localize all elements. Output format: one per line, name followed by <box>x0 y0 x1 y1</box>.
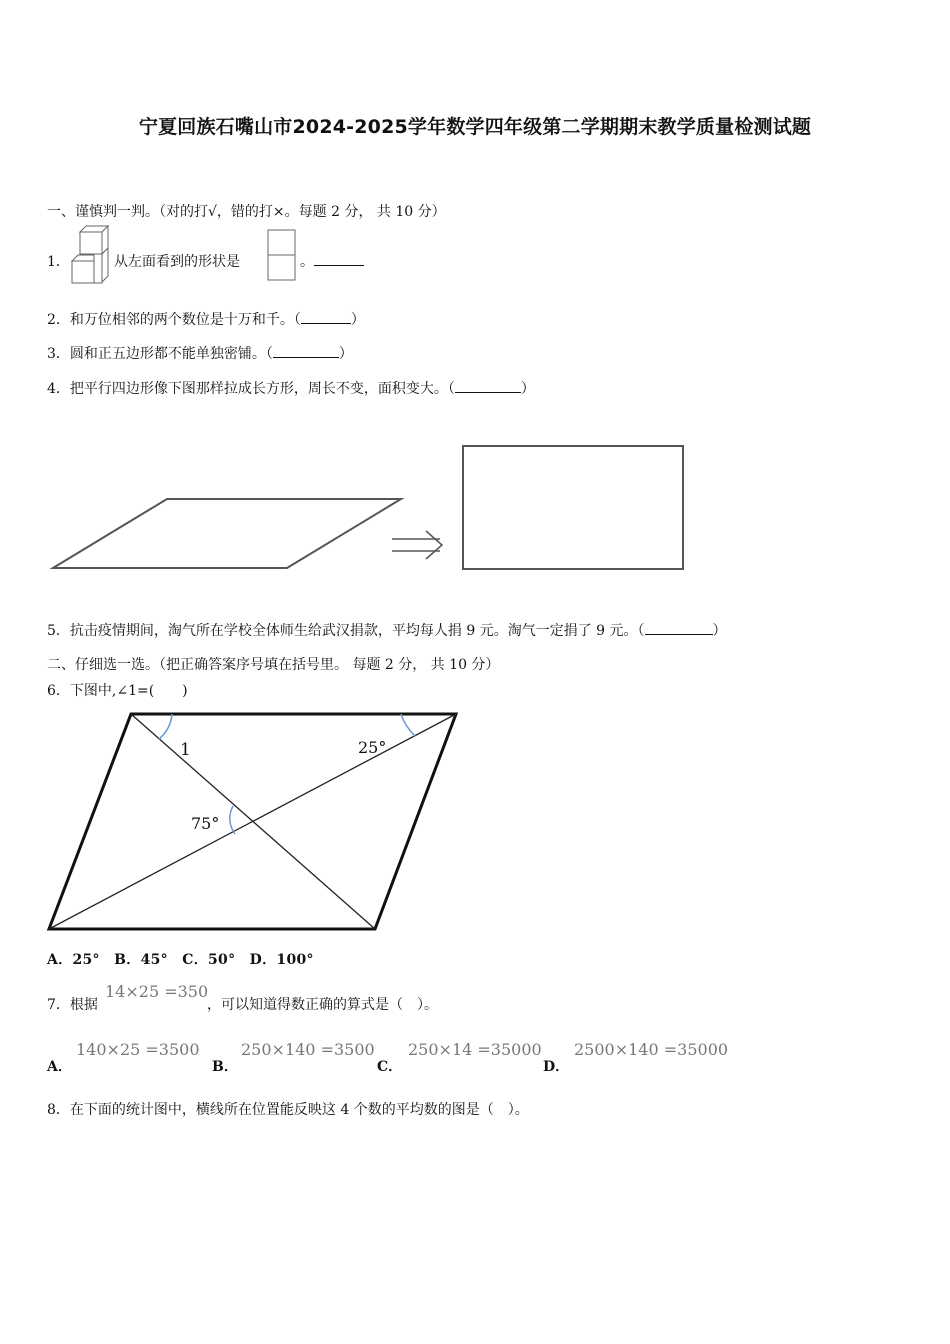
question-6: 6．下图中,∠1=( ) <box>47 683 188 699</box>
answer-blank-1[interactable] <box>314 253 364 266</box>
answer-blank-2[interactable] <box>301 311 351 324</box>
page-title: 宁夏回族石嘴山市2024-2025学年数学四年级第二学期期末教学质量检测试题 <box>138 116 812 138</box>
option-b-letter[interactable]: B． <box>212 1059 238 1075</box>
double-arrow-icon <box>392 531 442 559</box>
parallelogram-angle-figure <box>45 708 465 933</box>
parallelogram-shape <box>53 499 401 568</box>
section-1-heading: 一、谨慎判一判。（对的打√，错的打×。每题 2 分， 共 10 分） <box>47 204 446 220</box>
option-c-expression: 250×14 =35000 <box>408 1040 542 1059</box>
question-4: 4．把平行四边形像下图那样拉成长方形，周长不变，面积变大。（ ） <box>47 381 535 397</box>
question-6-choices: A．25° B．45° C．50° D．100° <box>47 952 314 968</box>
question-1-end: 。 <box>300 253 364 271</box>
angle-25-arc <box>401 714 415 736</box>
angle-75-arc <box>230 806 235 834</box>
angle-75-label: 75° <box>191 814 220 833</box>
angle-1-label: 1 <box>180 740 191 760</box>
question-2: 2．和万位相邻的两个数位是十万和千。（ ） <box>47 312 365 328</box>
option-d-letter[interactable]: D． <box>543 1059 570 1075</box>
left-view-figure <box>266 228 298 283</box>
question-8: 8．在下面的统计图中，横线所在位置能反映这 4 个数的平均数的图是（ ）。 <box>47 1102 529 1118</box>
question-1 <box>47 253 70 271</box>
option-a-expression: 140×25 =3500 <box>76 1040 200 1059</box>
question-5: 5．抗击疫情期间，淘气所在学校全体师生给武汉捐款，平均每人捐 9 元。淘气一定捐了 9 元。（ ） <box>47 623 727 639</box>
parallelogram-to-rectangle-figure <box>40 435 700 580</box>
question-7-label: 7．根据 <box>47 997 98 1013</box>
answer-blank-3[interactable] <box>273 345 339 358</box>
angle-1-arc <box>159 714 172 739</box>
question-1-number: 1． <box>47 254 70 270</box>
question-7-expression: 14×25 =350 <box>105 982 209 1001</box>
diagonal-2 <box>49 714 456 929</box>
cube-stack-figure <box>70 224 112 286</box>
option-d-expression: 2500×140 =35000 <box>574 1040 729 1059</box>
rectangle-shape <box>463 446 683 569</box>
option-a-letter[interactable]: A． <box>47 1059 72 1075</box>
answer-blank-4[interactable] <box>455 380 521 393</box>
option-c-letter[interactable]: C． <box>377 1059 403 1075</box>
angle-25-label: 25° <box>358 738 387 757</box>
question-3: 3．圆和正五边形都不能单独密铺。（ ） <box>47 346 353 362</box>
answer-blank-5[interactable] <box>645 622 713 635</box>
question-7-text: ，可以知道得数正确的算式是（ ）。 <box>207 997 438 1013</box>
section-2-heading: 二、仔细选一选。（把正确答案序号填在括号里。 每题 2 分， 共 10 分） <box>47 657 500 673</box>
question-1-text: 从左面看到的形状是 <box>114 254 240 270</box>
option-b-expression: 250×140 =3500 <box>241 1040 375 1059</box>
